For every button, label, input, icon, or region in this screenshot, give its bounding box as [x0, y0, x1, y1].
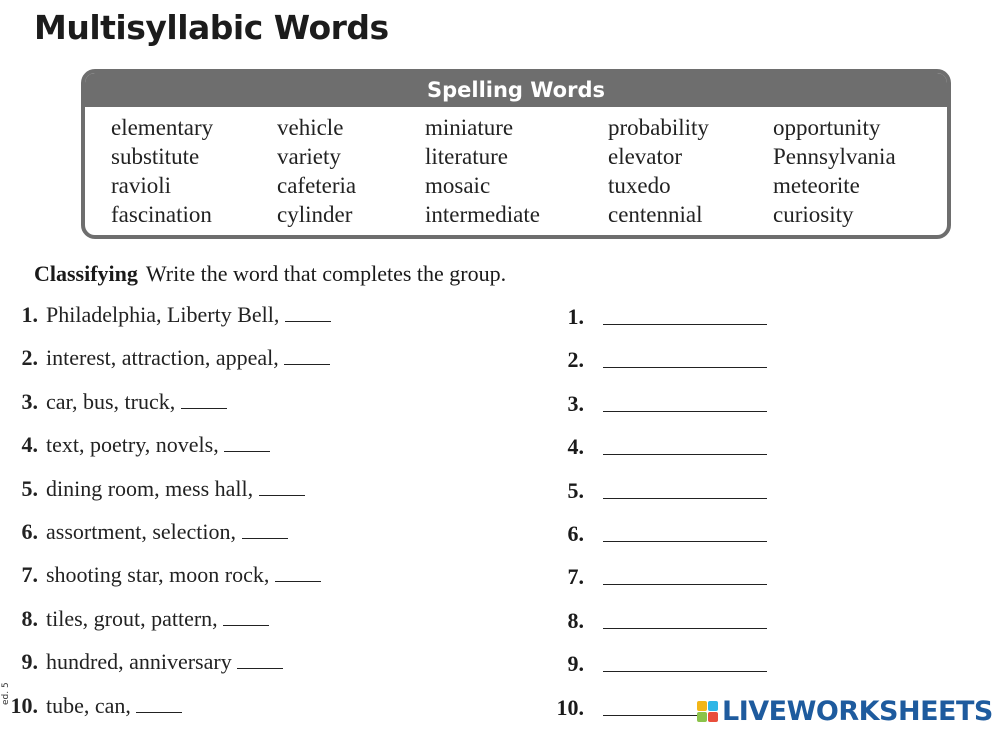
- question-number: 2.: [21, 345, 38, 371]
- spelling-word: probability: [608, 115, 709, 140]
- spelling-word: miniature: [425, 115, 514, 140]
- answer-number: 8.: [567, 607, 584, 633]
- answer-row: [548, 562, 778, 592]
- answer-number: 4.: [567, 434, 584, 460]
- answer-row: [548, 519, 778, 549]
- spelling-words-box: [81, 69, 951, 239]
- spelling-word: intermediate: [425, 202, 540, 227]
- spelling-word: substitute: [111, 144, 200, 169]
- spelling-word: elementary: [111, 115, 214, 140]
- answer-blank-line[interactable]: [603, 367, 767, 368]
- spelling-word: Pennsylvania: [773, 144, 896, 169]
- spelling-word: opportunity: [773, 115, 881, 140]
- question-text: car, bus, truck,: [46, 388, 176, 414]
- question-blank: [285, 320, 331, 322]
- question-blank: [181, 407, 227, 409]
- spelling-word: centennial: [608, 202, 703, 227]
- question-row: [4, 300, 331, 330]
- answer-blank-line[interactable]: [603, 324, 767, 325]
- answer-number: 5.: [567, 477, 584, 503]
- question-row: [4, 691, 182, 721]
- question-text: dining room, mess hall,: [46, 475, 254, 501]
- answer-number: 1.: [567, 304, 584, 329]
- logo-square-icon: [697, 701, 707, 711]
- spelling-word: fascination: [111, 202, 212, 227]
- liveworksheets-watermark: [697, 694, 993, 728]
- answer-blank-line[interactable]: [603, 411, 767, 412]
- question-number: 5.: [21, 475, 38, 501]
- logo-square-icon: [708, 712, 718, 722]
- question-text: shooting star, moon rock,: [46, 562, 270, 588]
- question-text: tiles, grout, pattern,: [46, 605, 218, 631]
- spelling-word: cylinder: [277, 202, 353, 227]
- answer-blank-line[interactable]: [603, 454, 767, 455]
- question-blank: [242, 537, 288, 539]
- question-row: [4, 647, 283, 677]
- question-row: [4, 604, 269, 634]
- answer-blank-line[interactable]: [603, 584, 767, 585]
- spelling-word: literature: [425, 144, 509, 169]
- page-title: Multisyllabic Words: [34, 8, 389, 47]
- logo-square-icon: [708, 701, 718, 711]
- instructions-text: Write the word that completes the group.: [145, 261, 507, 286]
- answer-number: 2.: [567, 347, 584, 373]
- question-blank: [275, 580, 321, 582]
- answer-number: 10.: [556, 694, 584, 720]
- logo-square-icon: [697, 712, 707, 722]
- instructions: [34, 261, 506, 287]
- question-text: Philadelphia, Liberty Bell,: [46, 302, 280, 327]
- question-text: tube, can,: [46, 692, 131, 718]
- question-number: 4.: [21, 432, 38, 458]
- spelling-word: tuxedo: [608, 173, 671, 198]
- question-row: [4, 343, 330, 373]
- question-number: 8.: [21, 605, 38, 631]
- question-row: [4, 387, 227, 417]
- answer-blank-line[interactable]: [603, 541, 767, 542]
- question-blank: [223, 624, 269, 626]
- question-blank: [224, 450, 270, 452]
- question-blank: [259, 494, 305, 496]
- liveworksheets-logo-icon: [697, 701, 718, 722]
- liveworksheets-text: LIVEWORKSHEETS: [722, 695, 993, 727]
- answer-number: 9.: [567, 651, 584, 677]
- spelling-word-grid: [111, 113, 951, 229]
- spelling-word: mosaic: [425, 173, 491, 198]
- answer-row: [548, 432, 778, 462]
- side-margin-text: ed. 5: [1, 682, 11, 705]
- question-row: [4, 560, 321, 590]
- question-number: 1.: [21, 302, 38, 327]
- question-row: [4, 517, 288, 547]
- answer-number: 3.: [567, 390, 584, 416]
- answer-blank-line[interactable]: [603, 628, 767, 629]
- answer-blank-line[interactable]: [603, 498, 767, 499]
- question-number: 3.: [21, 388, 38, 414]
- answer-number: 7.: [567, 564, 584, 590]
- spelling-word: curiosity: [773, 202, 854, 227]
- spelling-words-header: Spelling Words: [85, 73, 947, 107]
- question-number: 9.: [21, 649, 38, 675]
- question-number: 6.: [21, 519, 38, 544]
- question-text: interest, attraction, appeal,: [46, 345, 279, 371]
- answer-row: [548, 649, 778, 679]
- answer-blank-line[interactable]: [603, 671, 767, 672]
- question-text: hundred, anniversary: [46, 649, 232, 675]
- answer-row: [548, 606, 778, 636]
- answer-row: [548, 345, 778, 375]
- question-number: 7.: [21, 562, 38, 588]
- question-number: 10.: [10, 692, 38, 718]
- answer-row: [548, 302, 778, 332]
- answer-number: 6.: [567, 521, 584, 546]
- question-text: assortment, selection,: [46, 519, 237, 544]
- spelling-word: variety: [277, 144, 341, 169]
- spelling-word: cafeteria: [277, 173, 357, 198]
- spelling-word: elevator: [608, 144, 683, 169]
- spelling-word: vehicle: [277, 115, 344, 140]
- question-row: [4, 430, 270, 460]
- spelling-word: meteorite: [773, 173, 860, 198]
- instructions-label: Classifying: [34, 261, 138, 286]
- question-text: text, poetry, novels,: [46, 432, 219, 458]
- question-blank: [284, 363, 330, 365]
- answer-row: [548, 389, 778, 419]
- question-blank: [136, 711, 182, 713]
- question-row: [4, 474, 305, 504]
- answer-row: [548, 476, 778, 506]
- spelling-word: ravioli: [111, 173, 172, 198]
- question-blank: [237, 667, 283, 669]
